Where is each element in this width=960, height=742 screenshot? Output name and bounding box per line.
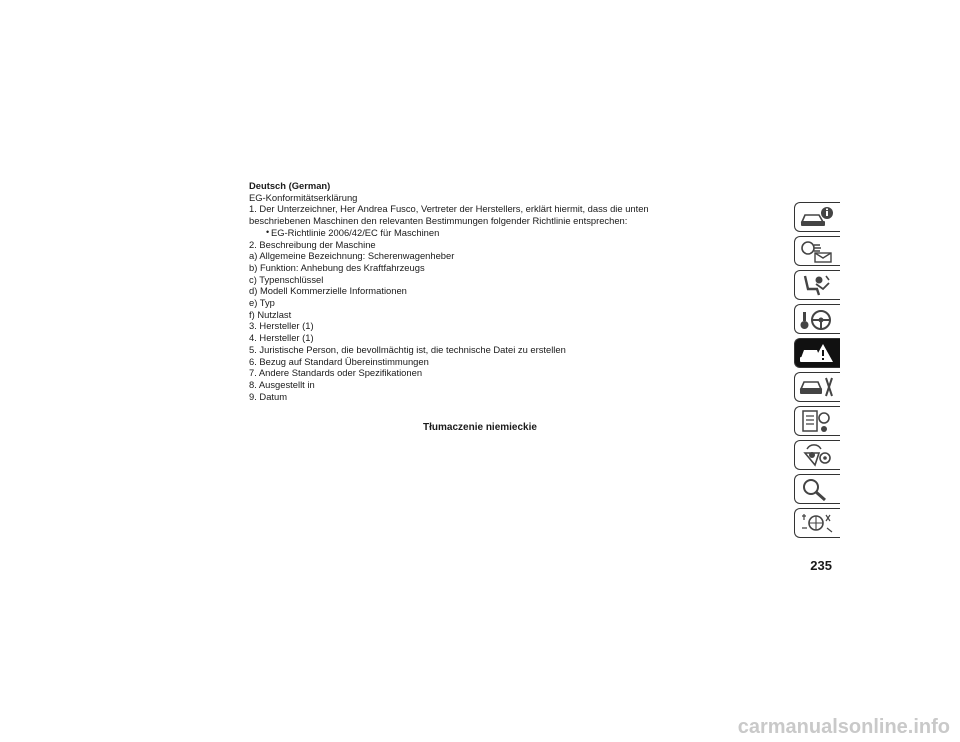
translation-caption: Tłumaczenie niemieckie — [423, 422, 537, 433]
list-item: a) Allgemeine Bezeichnung: Scherenwagenheber — [249, 250, 455, 262]
car-service-icon — [799, 375, 835, 400]
document-text — [249, 180, 669, 402]
list-item: 5. Juristische Person, die bevollmächtig ist, die technische Datei zu erstellen — [249, 343, 566, 355]
list-item: 7. Andere Standards oder Spezifikationen — [249, 367, 423, 379]
text-line: beschriebenen Maschinen den relevanten Bestimmungen folgender Richtlinie entsprechen: — [249, 215, 628, 227]
chapter-tabs — [794, 202, 842, 542]
list-item: 8. Ausgestellt in — [249, 378, 315, 390]
list-item: d) Modell Kommerzielle Informationen — [249, 285, 407, 297]
watermark: carmanualsonline.info — [737, 716, 950, 738]
tab-car-warning[interactable] — [794, 338, 840, 368]
bullet-item — [249, 227, 669, 239]
multimedia-icon — [799, 443, 835, 468]
list-item: 9. Datum — [249, 390, 288, 402]
tab-index-search[interactable] — [794, 474, 840, 504]
language-icon — [799, 511, 835, 536]
bullet-text: EG-Richtlinie 2006/42/EC für Maschinen — [271, 226, 440, 238]
page-number: 235 — [810, 558, 832, 573]
specifications-icon — [799, 409, 835, 434]
tab-seat-airbag[interactable] — [794, 270, 840, 300]
list-item: 4. Hersteller (1) — [249, 332, 314, 344]
list-item: b) Funktion: Anhebung des Kraftfahrzeugs — [249, 261, 425, 273]
tab-steering-wheel[interactable] — [794, 304, 840, 334]
list-item: e) Typ — [249, 297, 275, 309]
index-search-icon — [799, 477, 835, 502]
section-heading: Deutsch (German) — [249, 180, 331, 191]
car-info-icon — [799, 205, 835, 230]
text-line: 1. Der Unterzeichner, Her Andrea Fusco, Vertreter der Herstellers, erklärt hiermit, dass die unten — [249, 203, 649, 215]
tab-car-info[interactable] — [794, 202, 840, 232]
tab-car-service[interactable] — [794, 372, 840, 402]
tab-specifications[interactable] — [794, 406, 840, 436]
seat-airbag-icon — [799, 273, 835, 298]
list-item: 3. Hersteller (1) — [249, 320, 314, 332]
text-line: EG-Konformitätserklärung — [249, 191, 358, 203]
car-warning-icon — [799, 341, 835, 366]
tab-lights-mail[interactable] — [794, 236, 840, 266]
list-item: c) Typenschlüssel — [249, 273, 324, 285]
lights-mail-icon — [799, 239, 835, 264]
bullet-icon: • — [266, 226, 270, 237]
steering-wheel-icon — [799, 307, 835, 332]
tab-language[interactable] — [794, 508, 840, 538]
tab-multimedia[interactable] — [794, 440, 840, 470]
list-item: f) Nutzlast — [249, 308, 292, 320]
list-item: 2. Beschreibung der Maschine — [249, 238, 376, 250]
list-item: 6. Bezug auf Standard Übereinstimmungen — [249, 355, 429, 367]
